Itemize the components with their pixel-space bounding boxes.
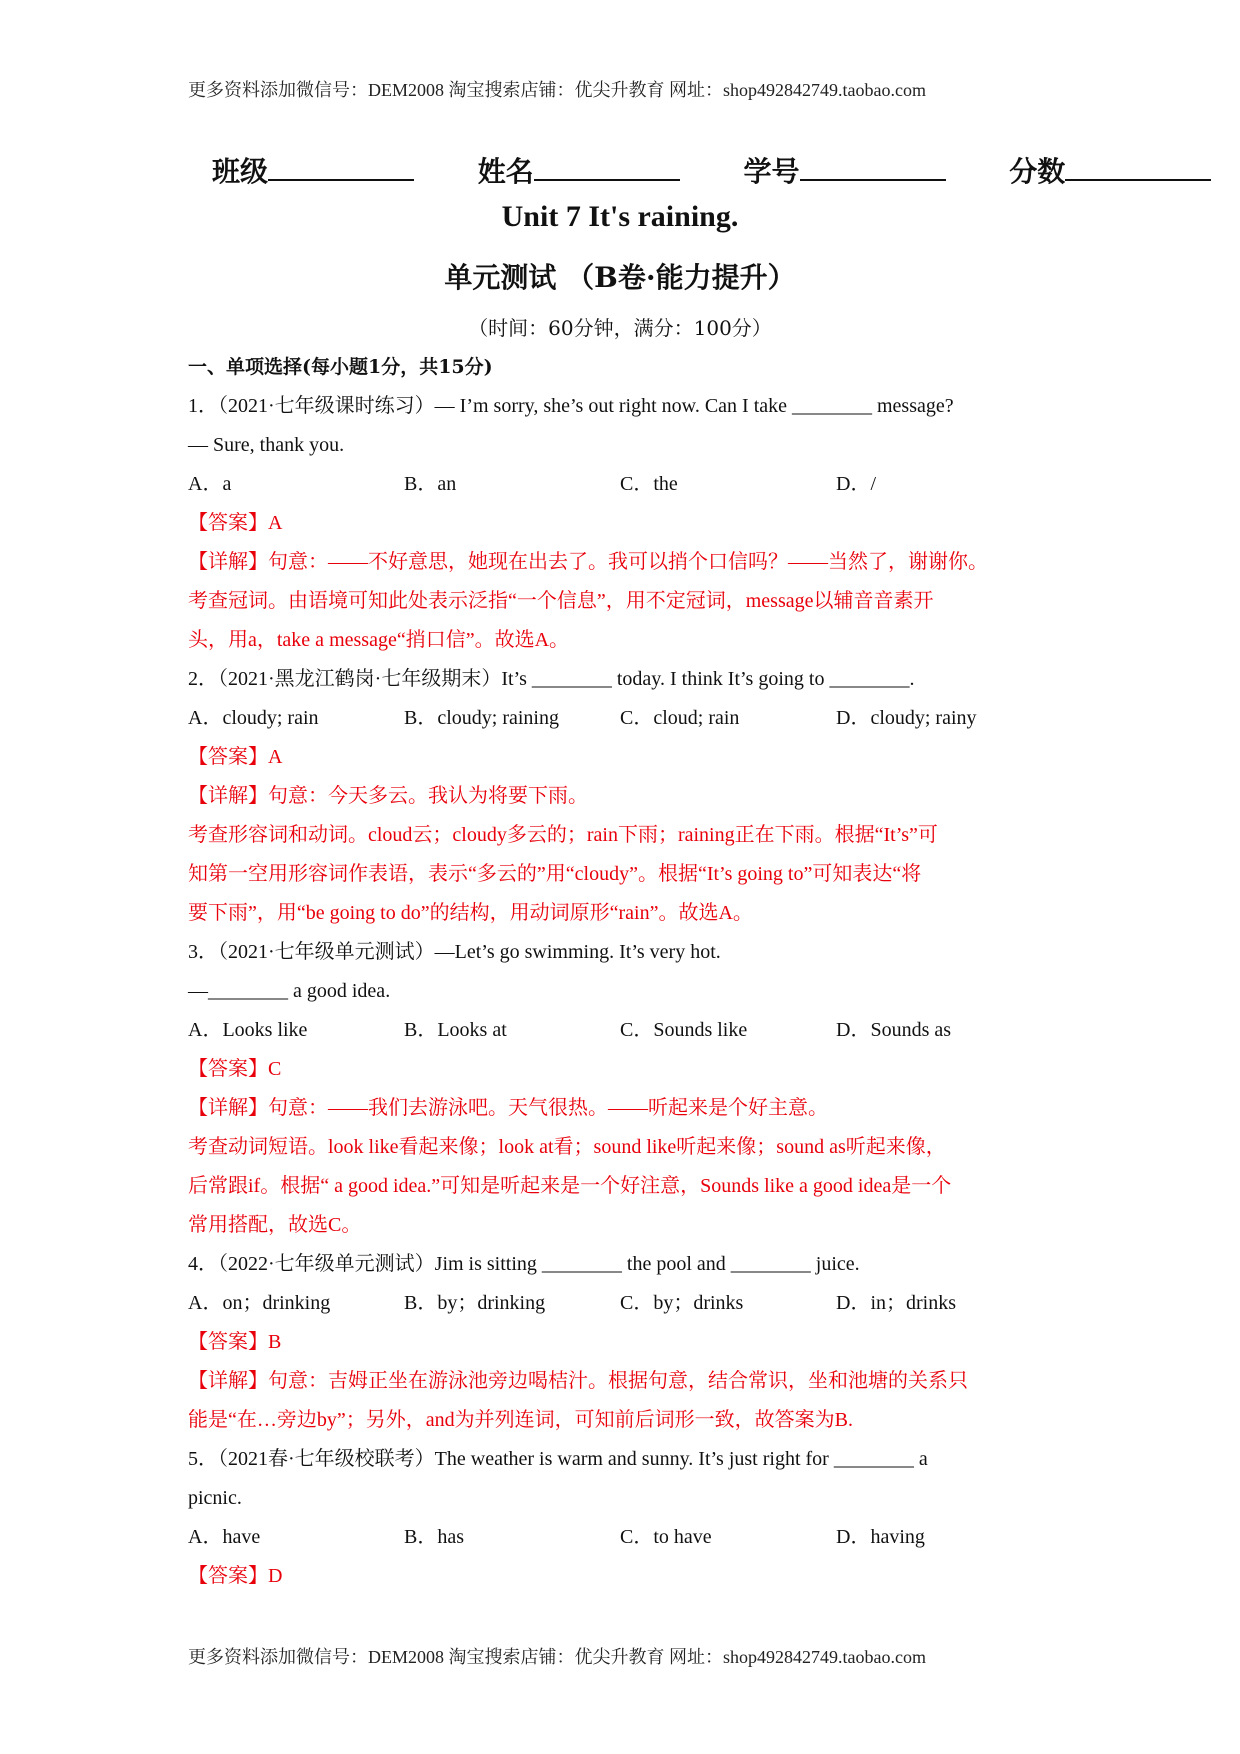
question-stem: 1．（2021·七年级课时练习）— I’m sorry, she’s out right now. Can I take ________ message? [188, 395, 954, 417]
explanation-line: 【详解】句意：今天多云。我认为将要下雨。 [188, 785, 588, 807]
explanation-line: 后常跟if。根据“ a good idea.”可知是听起来是一个好注意，Sounds like a good idea是一个 [188, 1175, 952, 1197]
answer-option[interactable]: D．in；drinks [836, 1292, 956, 1314]
number-blank[interactable] [800, 153, 946, 181]
section-heading: 一、单项选择(每小题1分，共15分) [188, 356, 493, 378]
answer-option[interactable]: B．an [404, 473, 457, 495]
name-blank[interactable] [534, 153, 680, 181]
score-blank[interactable] [1065, 153, 1211, 181]
explanation-line: 要下雨”，用“be going to do”的结构，用动词原形“rain”。故选A。 [188, 902, 753, 924]
answer-option[interactable]: B．cloudy; raining [404, 707, 559, 729]
explanation-line: 考查冠词。由语境可知此处表示泛指“一个信息”，用不定冠词，message以辅音音素开 [188, 590, 934, 612]
question-stem: 3．（2021·七年级单元测试）—Let’s go swimming. It’s very hot. [188, 941, 721, 963]
answer-option[interactable]: D．Sounds as [836, 1019, 952, 1041]
answer-option[interactable]: D．having [836, 1526, 925, 1548]
answer-options [188, 1518, 1068, 1557]
answer-option[interactable]: C．cloud; rain [620, 707, 740, 729]
answer-option[interactable]: C．Sounds like [620, 1019, 748, 1041]
answer-option[interactable]: D．cloudy; rainy [836, 707, 977, 729]
question-stem: 2．（2021·黑龙江鹤岗·七年级期末）It’s ________ today. I think It’s going to ________. [188, 668, 915, 690]
answer-option[interactable]: D．/ [836, 473, 876, 495]
name-label: 姓名 [477, 155, 534, 188]
answer-key: 【答案】A [188, 512, 283, 534]
question-block [188, 1440, 1068, 1596]
exam-content [188, 348, 1068, 1596]
score-label: 分数 [1009, 155, 1066, 188]
time-info: （时间：60分钟，满分：100分） [468, 316, 772, 340]
explanation-line: 知第一空用形容词作表语，表示“多云的”用“cloudy”。根据“It’s going to”可知表达“将 [188, 863, 922, 885]
explanation-line: 【详解】句意：——我们去游泳吧。天气很热。——听起来是个好主意。 [188, 1097, 828, 1119]
question-block [188, 387, 1068, 660]
unit-title: Unit 7 It's raining. [501, 200, 739, 233]
answer-option[interactable]: A．have [188, 1526, 261, 1548]
explanation-line: 【详解】句意：吉姆正坐在游泳池旁边喝桔汁。根据句意，结合常识，坐和池塘的关系只 [188, 1370, 968, 1392]
question-block [188, 660, 1068, 933]
question-stem: 4．（2022·七年级单元测试）Jim is sitting ________ the pool and ________ juice. [188, 1253, 860, 1275]
question-stem: 5．（2021春·七年级校联考）The weather is warm and sunny. It’s just right for ________ a [188, 1448, 928, 1470]
explanation-line: 考查形容词和动词。cloud云；cloudy多云的；rain下雨；raining正在下雨。根据“It’s”可 [188, 824, 938, 846]
question-stem-continued: — Sure, thank you. [188, 434, 345, 456]
explanation-line: 常用搭配，故选C。 [188, 1214, 362, 1236]
question-stem-continued: —________ a good idea. [188, 980, 391, 1002]
question-block [188, 1245, 1068, 1440]
class-label: 班级 [212, 155, 269, 188]
question-block [188, 933, 1068, 1245]
answer-key: 【答案】C [188, 1058, 282, 1080]
question-stem-continued: picnic. [188, 1487, 242, 1509]
class-blank[interactable] [268, 153, 414, 181]
answer-option[interactable]: B．Looks at [404, 1019, 507, 1041]
question-list [188, 387, 1068, 1596]
student-info-fields [212, 150, 1211, 190]
answer-key: 【答案】B [188, 1331, 282, 1353]
answer-option[interactable]: C．to have [620, 1526, 712, 1548]
answer-option[interactable]: C．by；drinks [620, 1292, 744, 1314]
answer-option[interactable]: C．the [620, 473, 678, 495]
page-footer: 更多资料添加微信号：DEM2008 淘宝搜索店铺：优尖升教育 网址：shop492842749.taobao.com [188, 1647, 926, 1667]
explanation-line: 【详解】句意：——不好意思，她现在出去了。我可以捎个口信吗？——当然了，谢谢你。 [188, 551, 988, 573]
page-header: 更多资料添加微信号：DEM2008 淘宝搜索店铺：优尖升教育 网址：shop492842749.taobao.com [188, 80, 926, 100]
answer-option[interactable]: B．has [404, 1526, 464, 1548]
explanation-line: 考查动词短语。look like看起来像；look at看；sound like听起来像；sound as听起来像， [188, 1136, 946, 1158]
explanation-line: 头，用a，take a message“捎口信”。故选A。 [188, 629, 570, 651]
answer-key: 【答案】D [188, 1565, 283, 1587]
answer-option[interactable]: A．cloudy; rain [188, 707, 319, 729]
number-label: 学号 [743, 155, 800, 188]
answer-options [188, 465, 1068, 504]
answer-option[interactable]: A．a [188, 473, 232, 495]
test-title: 单元测试 （B卷·能力提升） [444, 261, 796, 294]
answer-options [188, 699, 1068, 738]
answer-option[interactable]: A．on；drinking [188, 1292, 331, 1314]
answer-key: 【答案】A [188, 746, 283, 768]
answer-option[interactable]: B．by；drinking [404, 1292, 546, 1314]
answer-options [188, 1284, 1068, 1323]
explanation-line: 能是“在…旁边by”；另外，and为并列连词，可知前后词形一致，故答案为B. [188, 1409, 853, 1431]
answer-options [188, 1011, 1068, 1050]
answer-option[interactable]: A．Looks like [188, 1019, 308, 1041]
